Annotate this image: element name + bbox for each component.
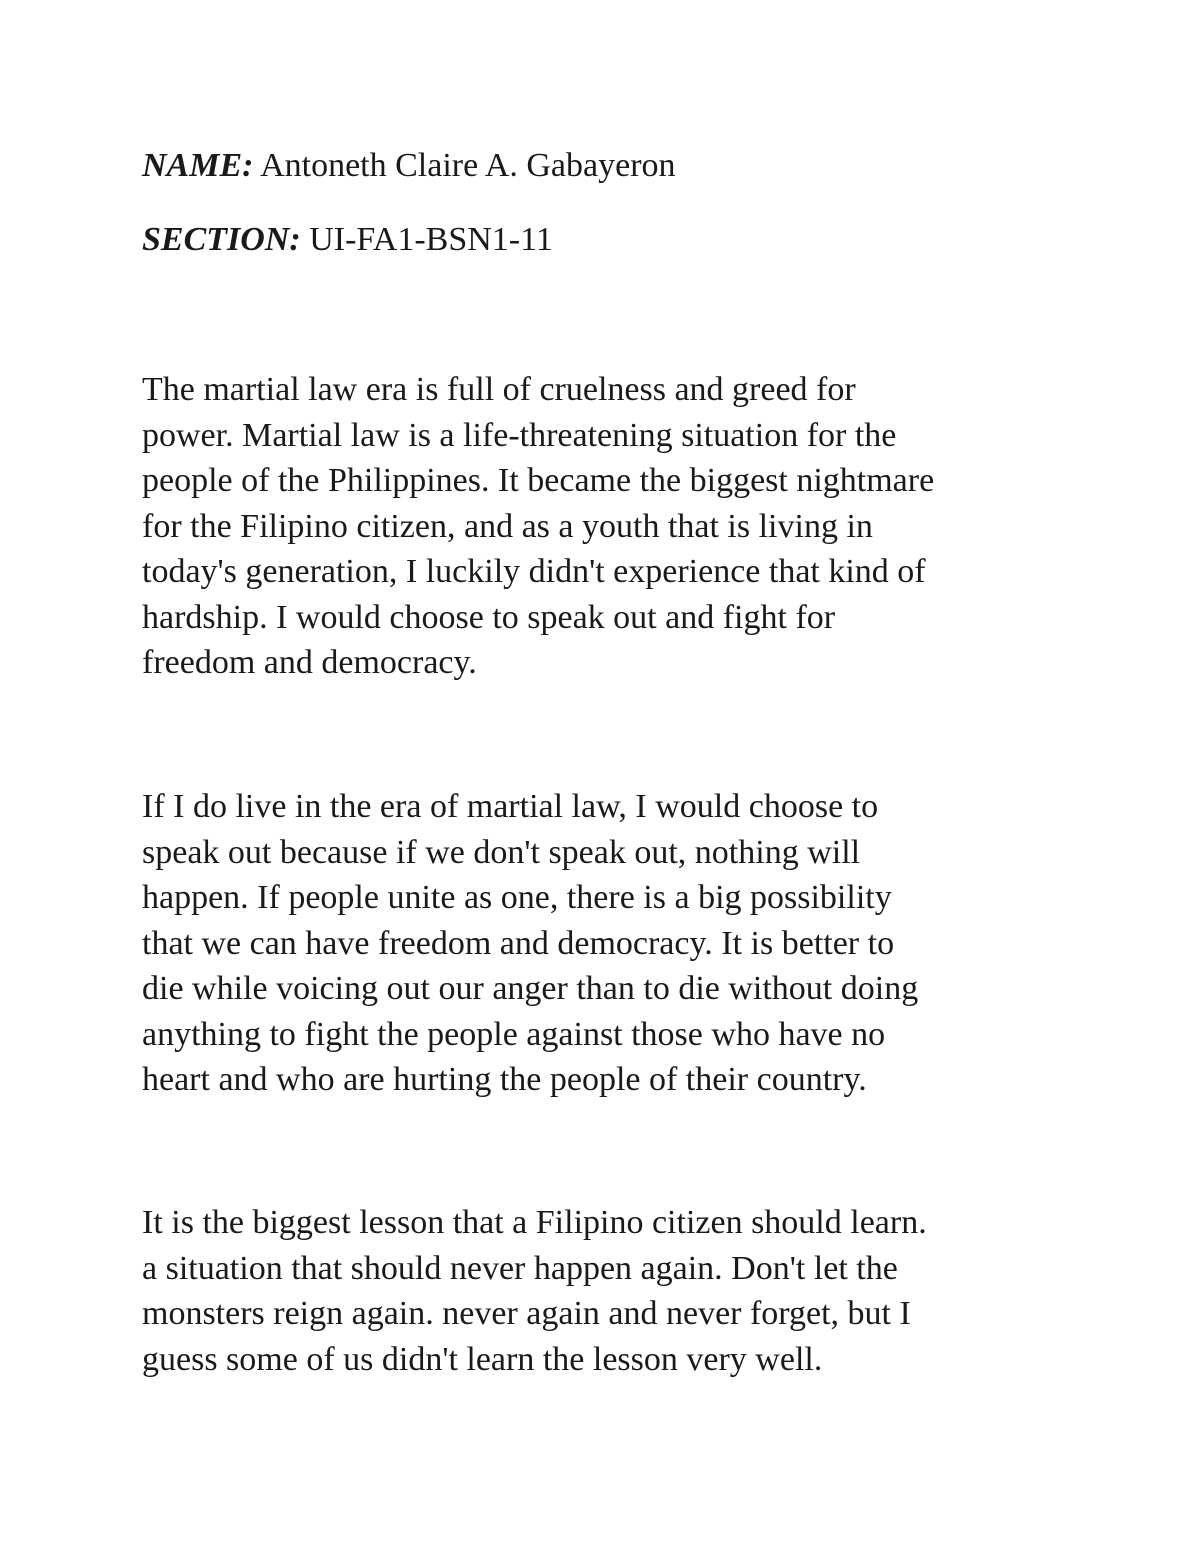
paragraph-line: a situation that should never happen again. Don't let the (142, 1249, 898, 1287)
paragraph-line: heart and who are hurting the people of their country. (142, 1061, 867, 1098)
paragraph-line: anything to fight the people against those who have no (142, 1015, 886, 1053)
paragraph-line: for the Filipino citizen, and as a youth that is living in (142, 507, 873, 545)
paragraph-line: that we can have freedom and democracy. It is better to (142, 924, 895, 962)
paragraph-line: hardship. I would choose to speak out and fight for (142, 598, 836, 636)
paragraph-line: It is the biggest lesson that a Filipino citizen should learn. (142, 1204, 927, 1241)
section-value: UI-FA1-BSN1-11 (300, 221, 553, 258)
paragraph-line: monsters reign again. never again and never forget, but I (142, 1295, 911, 1332)
paragraph-line: speak out because if we don't speak out, nothing will (142, 833, 861, 871)
name-value: Antoneth Claire A. Gabayeron (253, 147, 676, 184)
paragraph-line: If I do live in the era of martial law, I would choose to (142, 788, 879, 825)
paragraph-3 (142, 1200, 1082, 1382)
name-label: NAME: (142, 147, 254, 184)
paragraph-1 (142, 367, 1082, 686)
paragraph-line: freedom and democracy. (142, 644, 477, 681)
paragraph-line: today's generation, I luckily didn't experience that kind of (142, 553, 926, 590)
paragraph-2 (142, 784, 1082, 1103)
paragraph-line: die while voicing out our anger than to die without doing (142, 970, 919, 1007)
paragraph-line: people of the Philippines. It became the biggest nightmare (142, 462, 935, 499)
paragraph-line: happen. If people unite as one, there is a big possibility (142, 879, 892, 916)
paragraph-line: The martial law era is full of cruelness and greed for (142, 371, 856, 408)
paragraph-line: guess some of us didn't learn the lesson very well. (142, 1340, 823, 1378)
section-field (142, 218, 553, 262)
paragraph-line: power. Martial law is a life-threatening situation for the (142, 416, 897, 454)
section-label: SECTION: (142, 221, 301, 258)
name-field (142, 144, 676, 188)
